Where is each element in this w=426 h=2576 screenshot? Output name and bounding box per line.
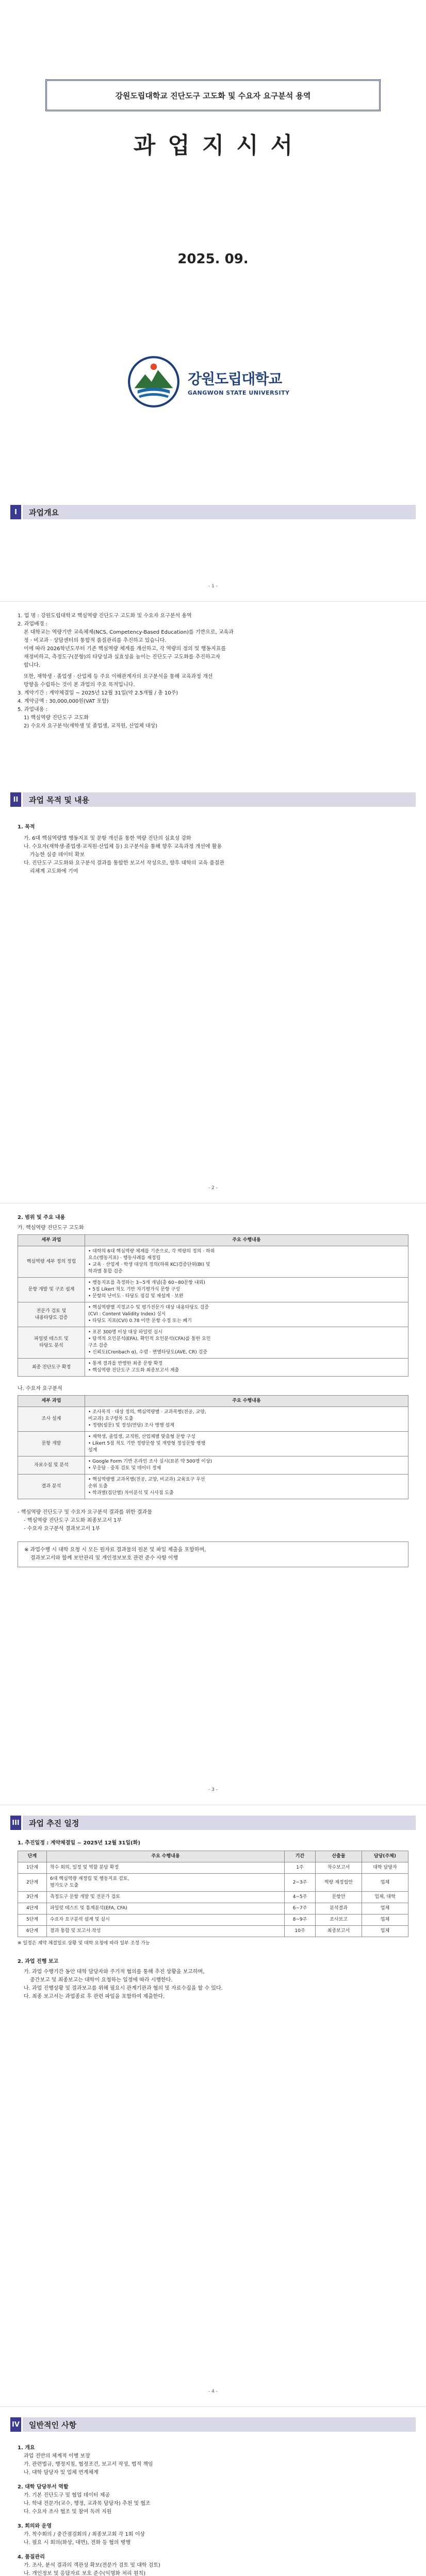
table-2-caption: 나. 수요자 요구분석: [18, 1386, 62, 1392]
general-heading: 1. 개요: [18, 2445, 35, 2451]
table-header: 산출물: [316, 1851, 362, 1862]
general-item: [18, 2522, 408, 2547]
table-cell: 6~7주: [285, 1903, 316, 1914]
section-1: [10, 505, 416, 519]
table-cell: 착수 회의, 일정 및 역할 분담 확정: [47, 1862, 285, 1874]
table-cell: 5단계: [18, 1914, 47, 1926]
section-4-title: 일반적인 사항: [23, 2417, 416, 2432]
purpose-line: 나. 수요자(재학생·졸업생·교직원·산업체 등) 요구분석을 통해 향후 교육과정 개선에 활용: [24, 844, 222, 850]
table-cell: • Google Form 기반 온라인 조사 실시(표본 약 500명 이상) • 무응답 · 중복 검토 및 데이터 정제: [85, 1456, 408, 1475]
table-row: [18, 1278, 408, 1302]
overview-line: 방향을 수립하는 것이 본 과업의 주요 목적입니다.: [24, 682, 135, 688]
cover-subtitle-box: [45, 79, 381, 111]
table-cell: 조사보고: [316, 1914, 362, 1926]
general-line: 가. 기본 진단도구 및 협업 데이터 제공: [24, 2493, 110, 2498]
table-header: 단계: [18, 1851, 47, 1862]
table-header: 세부 과업: [18, 1396, 85, 1407]
schedule-note: ※ 일정은 계약 체결일로 상황 및 대학 요청에 따라 일부 조정 가능: [18, 1941, 150, 1946]
table-header: 세부 과업: [18, 1235, 85, 1246]
table-cell: • 표본 300명 이상 대상 파일럿 실시 • 탐색적 요인분석(EFA), 확인적 요인분석(CFA)를 통한 요인 구조 검증 • 신뢰도(Cronbach α), 수렴 · 변별타당도(AVE, CR) 검증: [85, 1327, 408, 1359]
table-row: [18, 1407, 408, 1432]
table-cell: 6대 핵심역량 재정립 및 행동지표 검토, 평가도구 도출: [47, 1874, 285, 1892]
table-header: 주요 수행내용: [47, 1851, 285, 1862]
table-row: [18, 1432, 408, 1456]
table-header: 담당(주체): [362, 1851, 408, 1862]
demand-analysis-table: [18, 1395, 408, 1499]
table-row: [18, 1327, 408, 1359]
section-1-title: 과업개요: [23, 505, 416, 519]
note-box: [18, 1541, 408, 1567]
table-row: [18, 1903, 408, 1914]
general-heading: 4. 품질관리: [18, 2554, 45, 2560]
section-3-number: III: [10, 1816, 23, 1830]
table-cell: 업체: [362, 1903, 408, 1914]
general-item: [18, 2553, 408, 2576]
report-line: 가. 과업 수행기간 동안 대학 담당자와 주기적 협의를 통해 추진 상황을 보고하며,: [24, 1969, 205, 1975]
table-cell: • 조사목적 · 대상 정의, 핵심역량별 · 교과목별(전공, 교양, 비교과) 요구항목 도출 • 정량(설문) 및 정성(면담) 조사 병행 설계: [85, 1407, 408, 1432]
cover-title: 과업지시서: [133, 132, 305, 159]
report-line: 나. 과업 진행상황 및 결과보고를 위해 필요시 관계기관과 협의 및 자료수집을 할 수 있다.: [24, 1986, 223, 1991]
page-4-number: - 4 -: [208, 2389, 218, 2394]
deliverable-line: - 핵심역량 진단도구 고도화 최종보고서 1부: [24, 1518, 122, 1523]
page-4: [0, 1805, 426, 2407]
general-line: 가. 착수회의 / 중간점검회의 / 최종보고회 각 1회 이상: [24, 2532, 145, 2537]
general-line: 나. 학내 전문가(교수, 행정, 교과목 담당자) 추천 및 협조: [24, 2501, 151, 2506]
table-cell: 1단계: [18, 1862, 47, 1874]
table-cell: 파일럿 테스트 및 타당도 분석: [18, 1327, 85, 1359]
purpose-line: 가능한 실증 데이터 확보: [30, 852, 85, 858]
overview-line: 5. 과업내용 :: [18, 707, 47, 713]
general-line: 가. 조사, 분석 결과의 객관성 확보(전문가 검토 및 대학 검토): [24, 2563, 160, 2568]
section-1-header: [10, 505, 416, 519]
table-cell: 전문가 검토 및 내용타당도 검증: [18, 1302, 85, 1327]
table-cell: 4~5주: [285, 1892, 316, 1903]
overview-line: 또한, 재학생 · 졸업생 · 산업체 등 주요 이해관계자의 요구분석을 통해 교육과정 개선: [24, 674, 213, 680]
table-cell: 역량 재정립안: [316, 1874, 362, 1892]
table-cell: 최종 진단도구 확정: [18, 1359, 85, 1377]
table-cell: 문항안: [316, 1892, 362, 1903]
report-line: 다. 최종 보고서는 과업종료 후 관련 파일을 포함하여 제출한다.: [24, 1994, 165, 1999]
table-cell: 업체: [362, 1926, 408, 1937]
overview-line: 재정비하고, 측정도구(문항)의 타당성과 실효성을 높이는 진단도구 고도화를 추진하고자: [24, 654, 220, 660]
table-cell: 문항 개발 및 구조 설계: [18, 1278, 85, 1302]
table-cell: 4단계: [18, 1903, 47, 1914]
overview-line: 이에 따라 2026학년도부터 기존 핵심역량 체계를 개선하고, 각 역량의 정의 및 행동지표를: [24, 646, 226, 652]
table-cell: 2~3주: [285, 1874, 316, 1892]
purpose-line: 가. 6대 핵심역량별 행동지표 및 문항 개선을 통한 역량 진단의 실효성 강화: [24, 836, 191, 841]
table-cell: 10주: [285, 1926, 316, 1937]
table-cell: 분석결과: [316, 1903, 362, 1914]
table-cell: 조사 설계: [18, 1407, 85, 1432]
table-row: [18, 1862, 408, 1874]
section-1-number: I: [10, 505, 23, 519]
table-cell: 2단계: [18, 1874, 47, 1892]
overview-line: 3. 계약기간 : 계약체결일 ~ 2025년 12월 31일(약 2.5개월 / 총 10주): [18, 690, 178, 696]
overview-line: 합니다.: [24, 663, 41, 668]
schedule-heading: 1. 추진일정 : 계약체결일 ~ 2025년 12월 31일(화): [18, 1840, 140, 1846]
table-row: [18, 1874, 408, 1892]
table-cell: 수요자 요구분석 설계 및 실시: [47, 1914, 285, 1926]
table-cell: 자료수집 및 분석: [18, 1456, 85, 1475]
table-row: [18, 1302, 408, 1327]
note-line: ※ 과업수행 시 대학 요청 시 모든 원자료 결과물의 원본 및 파일 제출을 포함하며,: [24, 1547, 206, 1553]
purpose-heading: 1. 목적: [18, 824, 35, 830]
general-line: 나. 개인정보 및 응답자료 보호 준수(익명화 처리 원칙): [24, 2571, 146, 2576]
general-item: [18, 2444, 408, 2477]
table-cell: • 재학생, 졸업생, 교직원, 산업체별 맞춤형 문항 구성 • Likert 5점 척도 기반 정량문항 및 개방형 정성문항 병행 설계: [85, 1432, 408, 1456]
section-3-title: 과업 추진 일정: [23, 1816, 416, 1830]
page-1: [0, 0, 426, 602]
table-cell: 8~9주: [285, 1914, 316, 1926]
overview-line: 4. 계약금액 : 30,000,000원(VAT 포함): [18, 699, 109, 704]
scope-block: [18, 1214, 408, 1567]
logo-korean-name: 강원도립대학교: [188, 370, 282, 387]
report-line: 중간보고 및 최종보고는 대학이 요청하는 일정에 따라 시행한다.: [30, 1977, 173, 1983]
general-block: [18, 2444, 408, 2576]
table-cell: 파일럿 테스트 및 통계분석(EFA, CFA): [47, 1903, 285, 1914]
table-header: 주요 수행내용: [85, 1396, 408, 1407]
deliverables-block: [18, 1509, 408, 1533]
general-item: [18, 2483, 408, 2516]
table-cell: • 핵심역량별 교과목별(전공, 교양, 비교과) 교육요구 우선 순위 도출 • 학과별(집단별) 차이분석 및 시사점 도출: [85, 1475, 408, 1499]
table-cell: 업체: [362, 1874, 408, 1892]
section-3-header: [10, 1816, 416, 1830]
table-row: [18, 1456, 408, 1475]
logo-english-name: GANGWON STATE UNIVERSITY: [188, 389, 290, 396]
table-cell: • 핵심역량별 지정교수 및 평가전문가 대상 내용타당도 검증 (CVI : Content Validity Index) 실시 • 타당도 지표(CVI) 0.78 미만 문항 수정 또는 폐기: [85, 1302, 408, 1327]
overview-line: 본 대학교는 역량기반 교육체제(NCS, Competency-Based Education)를 기반으로, 교육과: [24, 630, 234, 635]
overview-line: 2) 수요자 요구분석(재학생 및 졸업생, 교직원, 산업체 대상): [24, 723, 158, 729]
scope-heading: 2. 범위 및 주요 내용: [18, 1215, 65, 1221]
purpose-line: 리체계 고도화에 기여: [30, 869, 78, 874]
section-4-header: [10, 2417, 416, 2432]
page-3: [0, 1204, 426, 1805]
table-cell: 측정도구 문항 개발 및 전문가 검토: [47, 1892, 285, 1903]
deliverable-line: - 핵심역량 진단도구 및 수요자 요구분석 결과를 위한 결과물: [18, 1510, 152, 1515]
table-row: [18, 1892, 408, 1903]
diagnostic-tool-table: [18, 1234, 408, 1377]
table-cell: 대학 담당자: [362, 1862, 408, 1874]
schedule-block: [18, 1839, 408, 2001]
page-5: [0, 2407, 426, 2576]
table-header: 기간: [285, 1851, 316, 1862]
schedule-table: [18, 1851, 408, 1937]
section-2: [10, 792, 416, 807]
overview-line: 2. 과업배경 :: [18, 621, 47, 627]
page-1-number: - 1 -: [208, 584, 218, 589]
overview-line: 1) 핵심역량 진단도구 고도화: [24, 715, 89, 721]
section-4: [10, 2417, 416, 2432]
table-row: [18, 1914, 408, 1926]
table-cell: 착수보고서: [316, 1862, 362, 1874]
general-heading: 3. 회의와 운영: [18, 2523, 52, 2529]
table-cell: 문항 개발: [18, 1432, 85, 1456]
purpose-block: [18, 823, 408, 876]
university-emblem-icon: [127, 355, 181, 409]
table-cell: 3단계: [18, 1892, 47, 1903]
table-cell: 6단계: [18, 1926, 47, 1937]
general-line: 나. 필요 시 회의(화상, 대면), 전화 등 협의 병행: [24, 2540, 130, 2546]
report-heading: 2. 과업 진행 보고: [18, 1959, 59, 1964]
overview-line: 1. 업 명 : 강원도립대학교 핵심역량 진단도구 고도화 및 수요자 요구분석 용역: [18, 613, 192, 619]
section-3: [10, 1816, 416, 1830]
table-cell: • 대학의 6대 핵심역량 체계를 기준으로, 각 역량의 정의 · 하위 요소(행동지표) · 행동사례를 재정립 • 교육 · 산업계 · 학생 대상의 정의(하위 KC)검증단위(BI) 및 학과별 통합 검증: [85, 1246, 408, 1278]
table-header: 주요 수행내용: [85, 1235, 408, 1246]
table-row: [18, 1246, 408, 1278]
general-line: 과업 전반의 체계적 이행 보장: [24, 2453, 90, 2459]
page-3-number: - 3 -: [208, 1787, 218, 1792]
table-cell: 최종보고서: [316, 1926, 362, 1937]
page-2-number: - 2 -: [208, 1185, 218, 1191]
cover-date: 2025. 09.: [177, 251, 249, 267]
general-line: 다. 수요자 조사 협조 및 참여 독려 지원: [24, 2509, 112, 2515]
table-cell: 핵심역량 세부 정의 정립: [18, 1246, 85, 1278]
note-line: 결과보고서와 함께 보안관리 및 개인정보보호 관련 준수 사항 이행: [30, 1555, 178, 1561]
table-row: [18, 1926, 408, 1937]
general-heading: 2. 대학 담당부서 역할: [18, 2484, 69, 2490]
section-1-body: [18, 612, 408, 731]
table-cell: 결과 통합 및 보고서 작성: [47, 1926, 285, 1937]
section-2-header: [10, 792, 416, 807]
table-cell: 1주: [285, 1862, 316, 1874]
general-line: 나. 대학 담당자 및 업체 연계체계: [24, 2470, 99, 2476]
table-cell: 업체, 대학: [362, 1892, 408, 1903]
page-2: [0, 602, 426, 1204]
section-4-number: IV: [10, 2417, 23, 2432]
table-row: [18, 1475, 408, 1499]
section-2-number: II: [10, 792, 23, 807]
section-2-title: 과업 목적 및 내용: [23, 792, 416, 807]
table-row: [18, 1359, 408, 1377]
table-cell: 업체: [362, 1914, 408, 1926]
purpose-line: 다. 진단도구 고도화와 요구분석 결과를 통합한 보고서 작성으로, 향후 대학의 교육 품질관: [24, 860, 225, 866]
university-logo: [127, 348, 302, 415]
table-cell: 결과 분석: [18, 1475, 85, 1499]
table-cell: • 행동지표를 측정하는 3~5개 개념(총 60~80문항 내외) • 5점 Likert 척도 기반 자기평가식 문항 구성 • 문항의 난이도 · 타당도 점검 및 재설계 · 보완: [85, 1278, 408, 1302]
table-cell: • 통계 결과를 반영한 최종 문항 확정 • 핵심역량 진단도구 고도화 최종보고서 제출: [85, 1359, 408, 1377]
cover-subtitle: 강원도립대학교 진단도구 고도화 및 수요자 요구분석 용역: [115, 91, 311, 100]
overview-line: 정 · 비교과 · 상담센터의 통합적 품질관리를 추진하고 있습니다.: [24, 638, 167, 643]
deliverable-line: - 수요자 요구분석 결과보고서 1부: [24, 1526, 101, 1532]
table-1-caption: 가. 핵심역량 진단도구 고도화: [18, 1225, 84, 1231]
general-line: 가. 관련법규, 행정지침, 협정조건, 보고서 작성, 법적 책임: [24, 2462, 153, 2467]
